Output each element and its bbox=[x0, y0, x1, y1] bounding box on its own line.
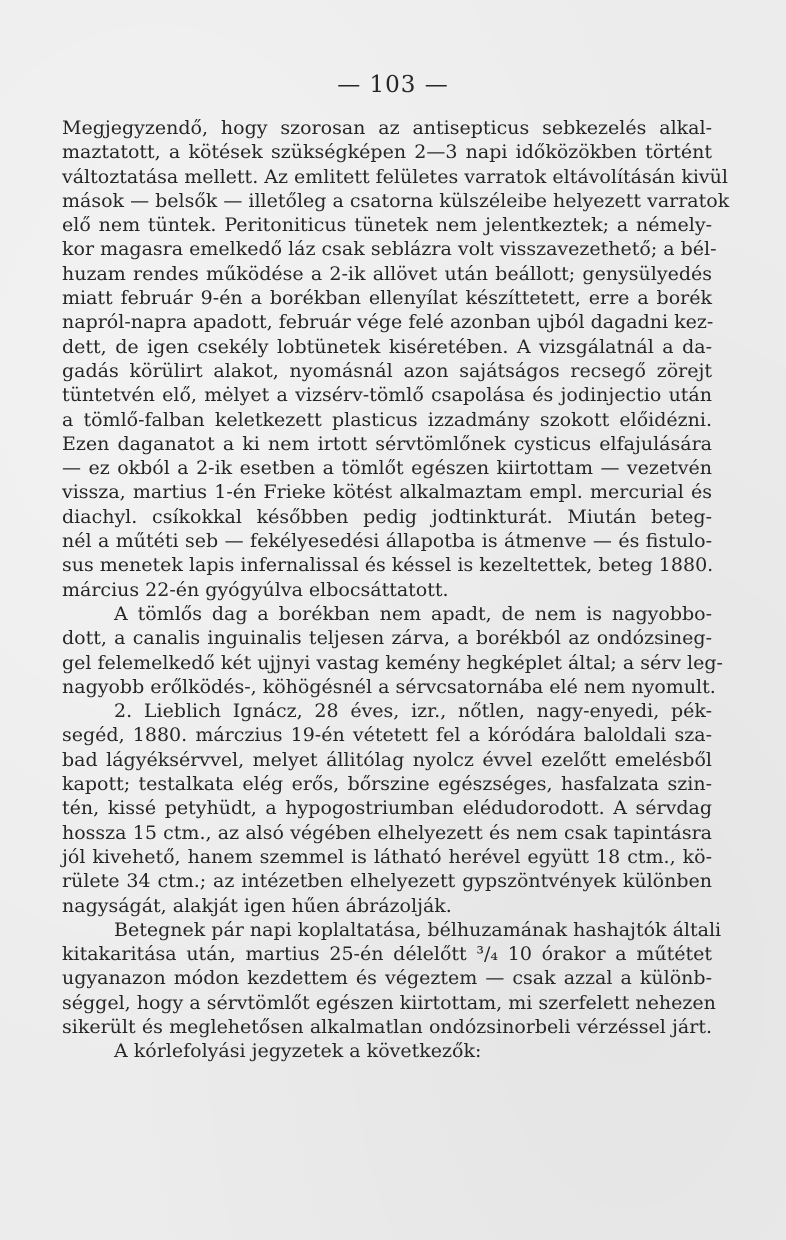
text-line: miatt február 9-én a borékban ellenyílat készíttetett, erre a borék bbox=[62, 287, 712, 310]
text-line: kitakaritása után, martius 25-én délelőtt ³/₄ 10 órakor a műtétet bbox=[62, 943, 712, 966]
text-line: A tömlős dag a borékban nem apadt, de nem is nagyobbo- bbox=[114, 602, 712, 625]
text-line: gel felemelkedő két ujjnyi vastag kemény hegképlet által; a sérv leg- bbox=[62, 651, 723, 674]
text-line: nagyságát, alakját igen hűen ábrázolják. bbox=[62, 894, 452, 917]
text-line: rülete 34 ctm.; az intézetben elhelyezett gypszöntvények különben bbox=[62, 870, 712, 893]
text-line: változtatása mellett. Az emlitett felületes varratok eltávolításán kivül bbox=[62, 165, 728, 188]
text-line: a tömlő-falban keletkezett plasticus izzadmány szokott előidézni. bbox=[62, 408, 712, 431]
text-line: Ezen daganatot a ki nem irtott sérvtömlőnek cysticus elfajulására bbox=[62, 432, 712, 455]
text-line: maztatott, a kötések szükségképen 2—3 napi időközökben történt bbox=[62, 141, 712, 164]
text-line: huzam rendes működése a 2-ik allövet után beállott; genysülyedés bbox=[62, 262, 712, 285]
text-line: séggel, hogy a sérvtömlőt egészen kiirtottam, mi szerfelett nehezen bbox=[62, 991, 716, 1014]
text-line: dett, de igen csekély lobtünetek kiséretében. A vizsgálatnál a da- bbox=[62, 335, 712, 358]
text-line: — ez okból a 2-ik esetben a tömlőt egészen kiirtottam — vezetvén bbox=[62, 457, 712, 480]
text-line: jól kivehető, hanem szemmel is látható herével együtt 18 ctm., kö- bbox=[62, 845, 712, 868]
body-text bbox=[62, 116, 730, 1064]
text-line: nél a műtéti seb — fekélyesedési állapotba is átmenve — és fistulo- bbox=[62, 530, 712, 553]
text-line: nagyobb erőlködés-, köhögésnél a sérvcsatornába elé nem nyomult. bbox=[62, 675, 716, 698]
text-line: Betegnek pár napi koplaltatása, bélhuzamának hashajtók általi bbox=[114, 918, 722, 941]
text-line: 2. Lieblich Ignácz, 28 éves, izr., nőtlen, nagy-enyedi, pék- bbox=[114, 700, 712, 723]
text-line: tén, kissé petyhüdt, a hypogostriumban elédudorodott. A sérvdag bbox=[62, 797, 712, 820]
text-line: bad lágyéksérvvel, melyet állitólag nyolcz évvel ezelőtt emelésből bbox=[62, 748, 712, 771]
text-line: mások — belsők — illetőleg a csatorna külszéleibe helyezett varratok bbox=[62, 189, 730, 212]
text-line: ugyanazon módon kezdettem és végeztem — csak azzal a különb- bbox=[62, 967, 712, 990]
page-number: — 103 — bbox=[337, 72, 449, 98]
text-line: diachyl. csíkokkal későbben pedig jodtinkturát. Miután beteg- bbox=[62, 505, 712, 528]
text-line: tüntetvén elő, mėlyet a vizsérv-tömlő csapolása és jodinjectio után bbox=[62, 384, 712, 407]
text-line: sus menetek lapis infernalissal és késsel is kezeltettek, beteg 1880. bbox=[62, 554, 714, 577]
text-line: napról-napra apadott, február vége felé azonban ujból dagadni kez- bbox=[62, 311, 714, 334]
text-line: sikerült és meglehetősen alkalmatlan ondózsinorbeli vérzéssel járt. bbox=[62, 1015, 712, 1038]
text-line: kapott; testalkata elég erős, bőrszine egészséges, hasfalzata szin- bbox=[62, 773, 712, 796]
text-line: vissza, martius 1-én Frieke kötést alkalmaztam empl. mercurial és bbox=[62, 481, 712, 504]
text-line: segéd, 1880. márczius 19-én vétetett fel a kóródára baloldali sza- bbox=[62, 724, 712, 747]
text-line: kor magasra emelkedő láz csak seblázra volt visszavezethető; a bél- bbox=[62, 238, 717, 261]
text-line: március 22-én gyógyúlva elbocsáttatott. bbox=[62, 578, 449, 601]
text-line: A kórlefolyási jegyzetek a következők: bbox=[114, 1040, 482, 1063]
text-line: gadás körülirt alakot, nyomásnál azon sajátságos recsegő zörejt bbox=[62, 359, 712, 382]
text-line: Megjegyzendő, hogy szorosan az antisepticus sebkezelés alkal- bbox=[62, 117, 712, 139]
text-line: elő nem tüntek. Peritoniticus tünetek nem jelentkeztek; a némely- bbox=[62, 214, 712, 237]
text-line: dott, a canalis inguinalis teljesen zárva, a borékból az ondózsineg- bbox=[62, 627, 712, 650]
text-line: hossza 15 ctm., az alsó végében elhelyezett és nem csak tapintásra bbox=[62, 821, 712, 844]
